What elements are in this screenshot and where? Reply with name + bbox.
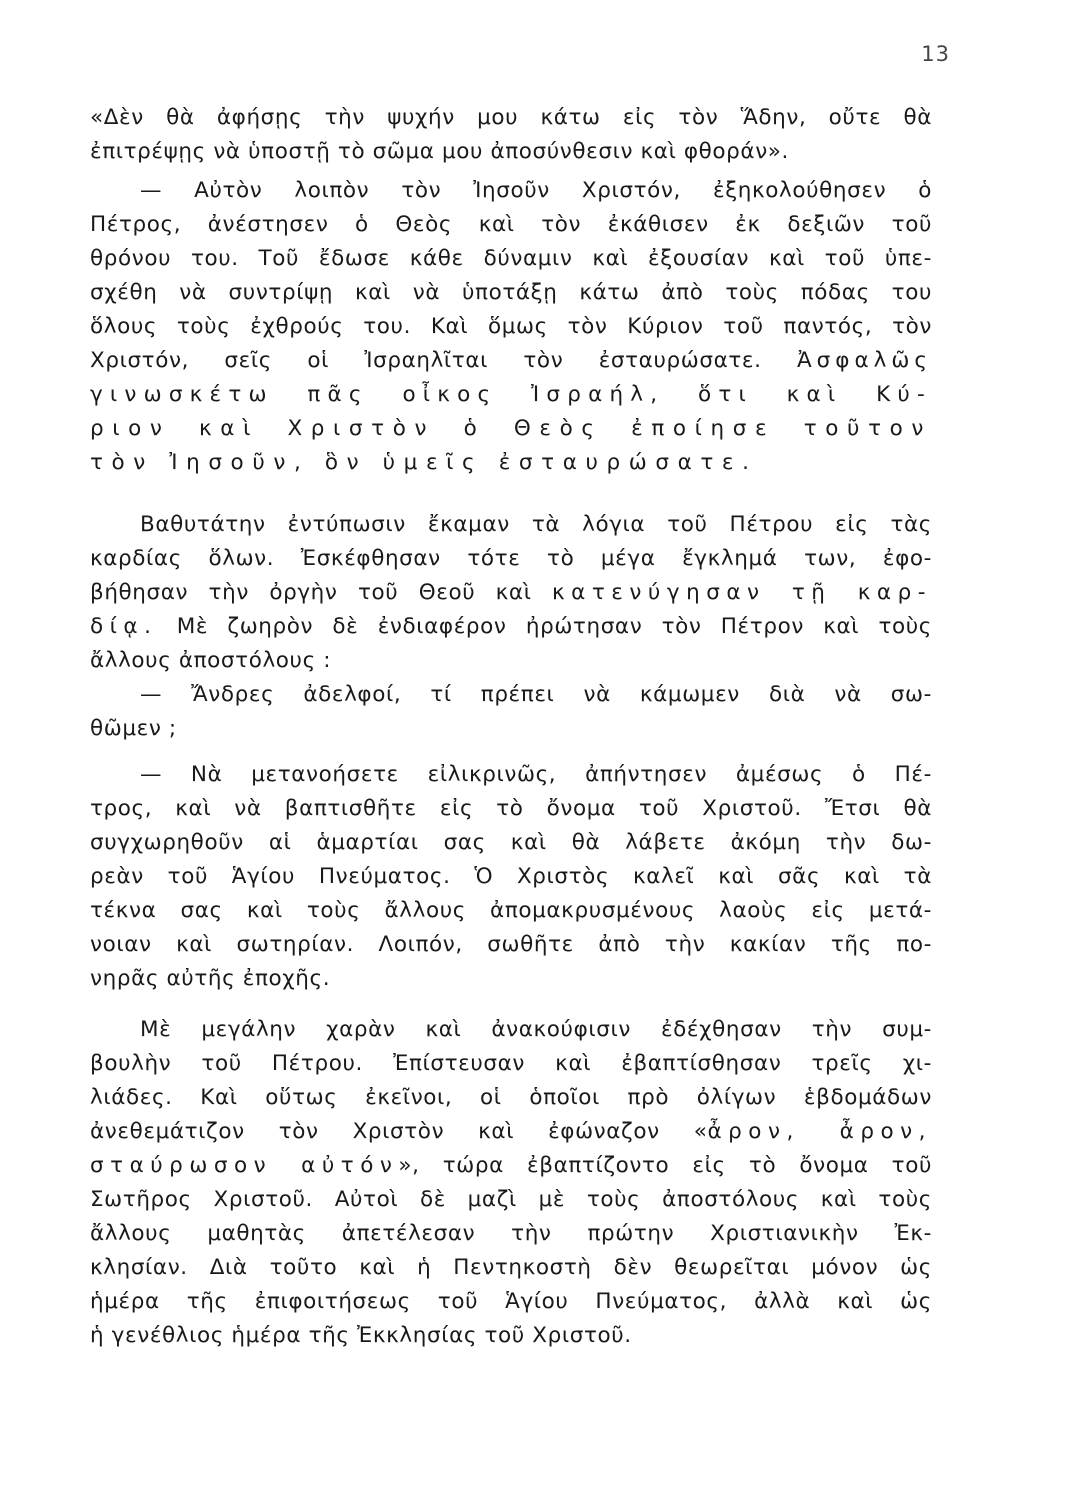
text-line: λιάδες. Καὶ οὕτως ἐκεῖνοι, οἱ ὁποῖοι πρὸ ὀλίγων ἑβδομάδων — [90, 1085, 932, 1110]
text-segment: Μὲ ζωηρὸν δὲ ἐνδιαφέρον ἠρώτησαν τὸν Πέτρον καὶ τοὺς — [176, 614, 932, 639]
spaced-emphasis: ἆρον, ἆρον, — [707, 1119, 932, 1144]
text-line: τέκνα σας καὶ τοὺς ἄλλους ἀπομακρυσμένους λαοὺς εἰς μετά- — [90, 898, 932, 923]
text-line: συγχωρηθοῦν αἱ ἁμαρτίαι σας καὶ θὰ λάβετε ἀκόμη τὴν δω- — [90, 830, 932, 855]
spaced-emphasis-line: γινωσκέτω πᾶς οἶκος Ἰσραήλ, ὅτι καὶ Κύ- — [90, 382, 932, 407]
text-segment: ἀνεθεμάτιζον τὸν Χριστὸν καὶ ἐφώναζον « — [90, 1119, 708, 1144]
spaced-emphasis-line: ριον καὶ Χριστὸν ὁ Θεὸς ἐποίησε τοῦτον — [90, 416, 932, 441]
paragraph-peter-speech — [90, 174, 932, 480]
text-line: σχέθη νὰ συντρίψῃ καὶ νὰ ὑποτάξῃ κάτω ἀπὸ τοὺς πόδας του — [90, 280, 932, 305]
question-line: — Ἄνδρες ἀδελφοί, τί πρέπει νὰ κάμωμεν διὰ νὰ σω- — [140, 682, 932, 707]
spaced-emphasis-line: τὸν Ἰησοῦν, ὃν ὑμεῖς ἐσταυρώσατε. — [90, 450, 758, 475]
text-line: νηρᾶς αὐτῆς ἐποχῆς. — [90, 966, 331, 991]
text-line — [90, 1115, 932, 1149]
text-line: βουλὴν τοῦ Πέτρου. Ἐπίστευσαν καὶ ἐβαπτίσθησαν τρεῖς χι- — [90, 1051, 932, 1076]
text-line: καρδίας ὅλων. Ἐσκέφθησαν τότε τὸ μέγα ἔγκλημά των, ἐφο- — [90, 546, 932, 571]
text-line: Βαθυτάτην ἐντύπωσιν ἔκαμαν τὰ λόγια τοῦ Πέτρου εἰς τὰς — [140, 512, 932, 537]
text-line — [90, 576, 932, 610]
paragraph-impression — [90, 508, 932, 746]
text-line: ἄλλους μαθητὰς ἀπετέλεσαν τὴν πρώτην Χριστιανικὴν Ἐκ- — [90, 1221, 932, 1246]
text-line: ἡμέρα τῆς ἐπιφοιτήσεως τοῦ Ἁγίου Πνεύματος, ἀλλὰ καὶ ὡς — [90, 1289, 932, 1314]
text-segment: », τώρα ἐβαπτίζοντο εἰς τὸ ὄνομα τοῦ — [398, 1153, 932, 1178]
spaced-emphasis: σταύρωσον αὐτόν — [90, 1153, 399, 1178]
text-segment: βήθησαν τὴν ὀργὴν τοῦ Θεοῦ καὶ — [90, 580, 532, 605]
text-line: ἄλλους ἀποστόλους : — [90, 648, 332, 673]
text-segment: Χριστόν, σεῖς οἱ Ἰσραηλῖται τὸν ἐσταυρώσατε. — [90, 348, 762, 373]
spaced-emphasis: Ἀσφαλῶς — [796, 348, 932, 373]
text-line: ὅλους τοὺς ἐχθρούς του. Καὶ ὅμως τὸν Κύριον τοῦ παντός, τὸν — [90, 314, 932, 339]
paragraph-quote — [90, 101, 932, 169]
text-line: Πέτρος, ἀνέστησεν ὁ Θεὸς καὶ τὸν ἐκάθισεν ἐκ δεξιῶν τοῦ — [90, 212, 932, 237]
text-line: ρεὰν τοῦ Ἁγίου Πνεύματος. Ὁ Χριστὸς καλεῖ καὶ σᾶς καὶ τὰ — [90, 864, 932, 889]
paragraph-baptism — [90, 1013, 932, 1353]
paragraph-peter-answer — [90, 758, 932, 996]
text-line: — Νὰ μετανοήσετε εἰλικρινῶς, ἀπήντησεν ἀμέσως ὁ Πέ- — [140, 762, 932, 787]
question-line: θῶμεν ; — [90, 716, 177, 741]
text-line: ἐπιτρέψῃς νὰ ὑποστῇ τὸ σῶμα μου ἀποσύνθεσιν καὶ φθοράν». — [90, 139, 789, 164]
text-line: Μὲ μεγάλην χαρὰν καὶ ἀνακούφισιν ἐδέχθησαν τὴν συμ- — [140, 1017, 932, 1042]
text-line: τρος, καὶ νὰ βαπτισθῆτε εἰς τὸ ὄνομα τοῦ Χριστοῦ. Ἔτσι θὰ — [90, 796, 932, 821]
text-line: κλησίαν. Διὰ τοῦτο καὶ ἡ Πεντηκοστὴ δὲν θεωρεῖται μόνον ὡς — [90, 1255, 932, 1280]
text-line: Σωτῆρος Χριστοῦ. Αὐτοὶ δὲ μαζὶ μὲ τοὺς ἀποστόλους καὶ τοὺς — [90, 1187, 932, 1212]
spaced-emphasis: κατενύγησαν τῇ καρ- — [552, 580, 932, 605]
text-line: ἡ γενέθλιος ἡμέρα τῆς Ἐκκλησίας τοῦ Χριστοῦ. — [90, 1323, 632, 1348]
text-line: — Αὐτὸν λοιπὸν τὸν Ἰησοῦν Χριστόν, ἐξηκολούθησεν ὁ — [140, 178, 932, 203]
text-line: «Δὲν θὰ ἀφήσῃς τὴν ψυχήν μου κάτω εἰς τὸν Ἅδην, οὔτε θὰ — [90, 105, 932, 130]
text-line — [90, 610, 932, 644]
spaced-emphasis: δίᾳ. — [90, 614, 158, 639]
page-number: 13 — [921, 42, 950, 66]
text-line — [90, 344, 932, 378]
text-line: θρόνου του. Τοῦ ἔδωσε κάθε δύναμιν καὶ ἐξουσίαν καὶ τοῦ ὑπε- — [90, 246, 932, 271]
text-line — [90, 1149, 932, 1183]
text-line: νοιαν καὶ σωτηρίαν. Λοιπόν, σωθῆτε ἀπὸ τὴν κακίαν τῆς πο- — [90, 932, 932, 957]
